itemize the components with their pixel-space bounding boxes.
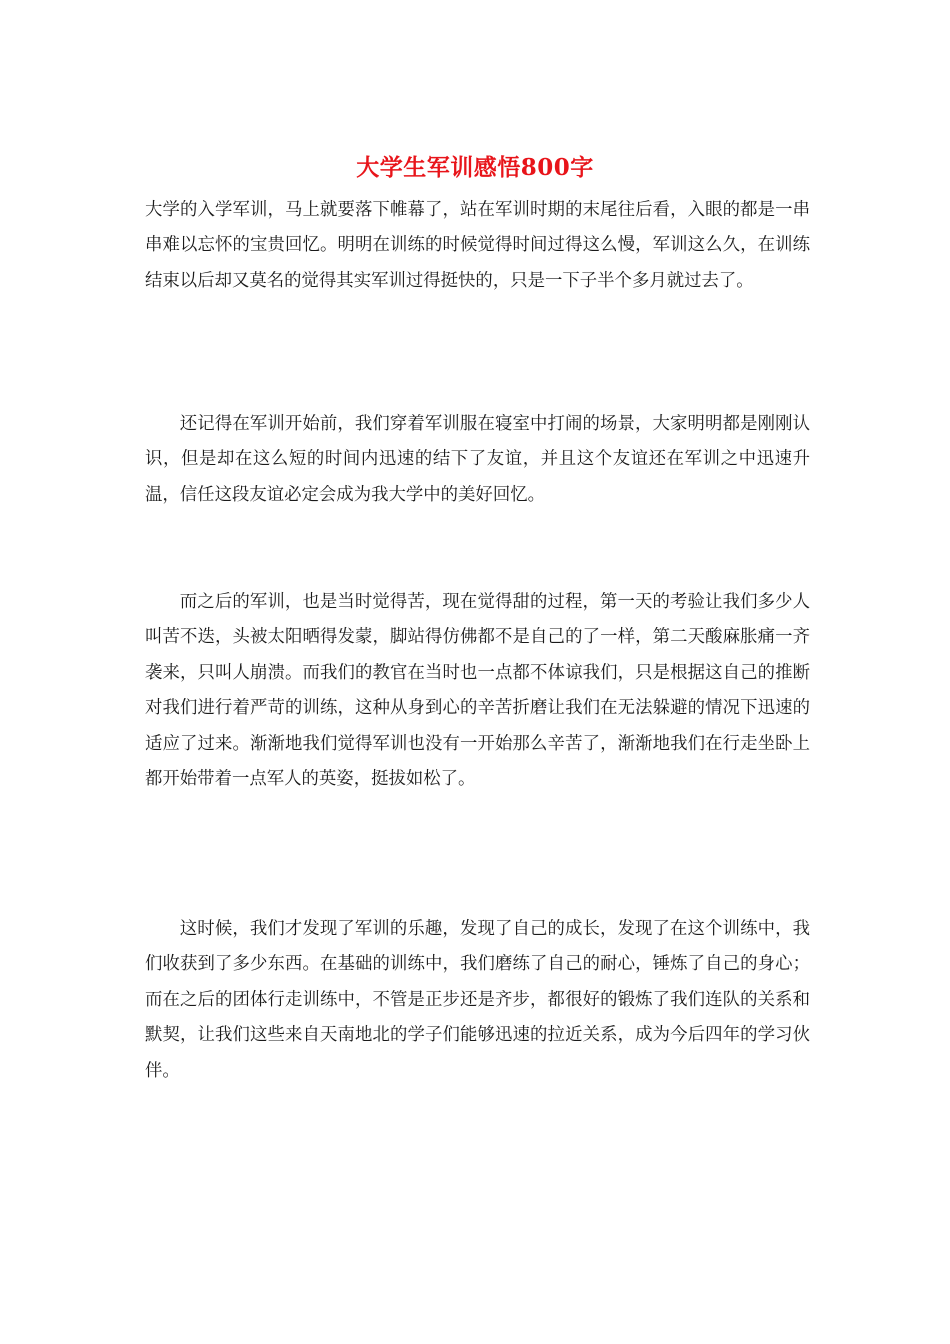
- document-title: 大学生军训感悟800字: [356, 154, 594, 181]
- paragraph-2: 还记得在军训开始前，我们穿着军训服在寝室中打闹的场景，大家明明都是刚刚认识，但是却在这么短的时间内迅速的结下了友谊，并且这个友谊还在军训之中迅速升温，信任这段友谊必定会成为我大学中的美好回忆。: [145, 414, 810, 505]
- paragraph-3: 而之后的军训，也是当时觉得苦，现在觉得甜的过程，第一天的考验让我们多少人叫苦不迭，头被太阳晒得发蒙，脚站得仿佛都不是自己的了一样，第二天酸麻胀痛一齐袭来，只叫人崩溃。而我们的教官在当时也一点都不体谅我们，只是根据这自己的推断对我们进行着严苛的训练，这种从身到心的辛苦折磨让我们在无法躲避的情况下迅速的适应了过来。渐渐地我们觉得军训也没有一开始那么辛苦了，渐渐地我们在行走坐卧上都开始带着一点军人的英姿，挺拔如松了。: [145, 592, 810, 790]
- paragraph-1: 大学的入学军训，马上就要落下帷幕了，站在军训时期的末尾往后看，入眼的都是一串串难以忘怀的宝贵回忆。明明在训练的时候觉得时间过得这么慢，军训这么久，在训练结束以后却又莫名的觉得其实军训过得挺快的，只是一下子半个多月就过去了。: [145, 200, 810, 291]
- paragraph-4: 这时候，我们才发现了军训的乐趣，发现了自己的成长，发现了在这个训练中，我们收获到了多少东西。在基础的训练中，我们磨练了自己的耐心，锤炼了自己的身心；而在之后的团体行走训练中，不管是正步还是齐步，都很好的锻炼了我们连队的关系和默契，让我们这些来自天南地北的学子们能够迅速的拉近关系，成为今后四年的学习伙伴。: [145, 919, 810, 1081]
